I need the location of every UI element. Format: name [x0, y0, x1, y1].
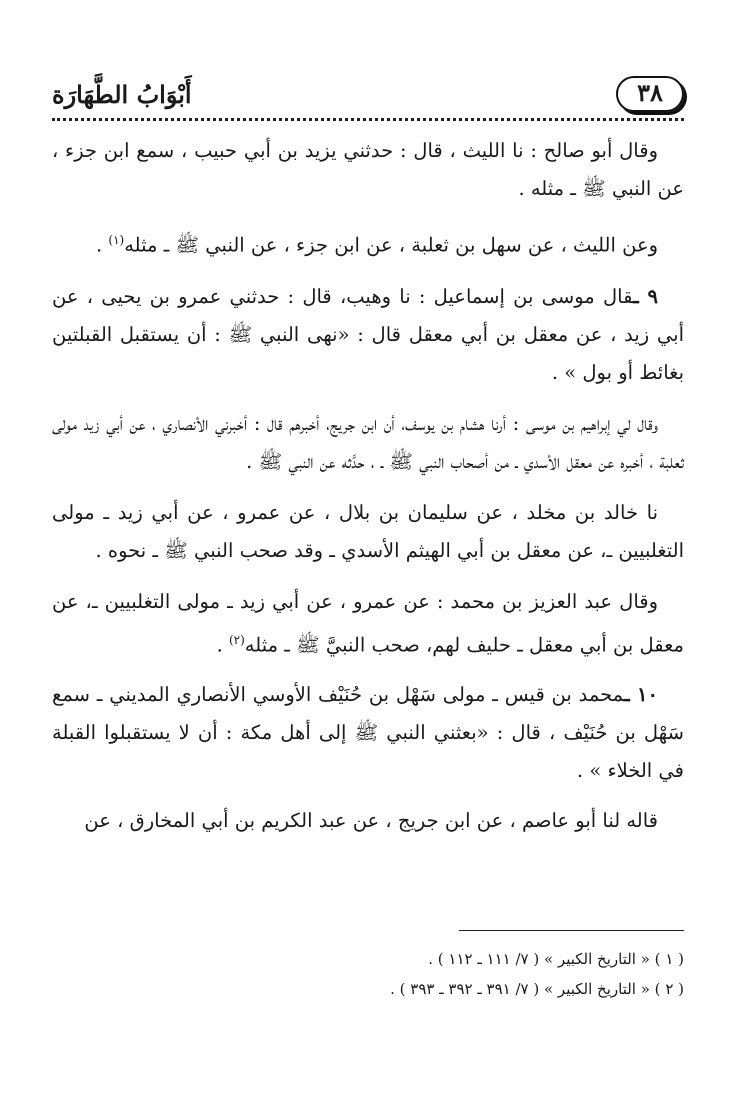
footnote-1: ( ١ ) « التاريخ الكبير » ( ٧/ ١١١ ـ ١١٢ ) . — [428, 950, 684, 968]
page-header — [52, 76, 684, 120]
paragraph-5: نا خالد بن مخلد ، عن سليمان بن بلال ، عن عمرو ، عن أبي زيد ـ مولى التغلبيين ـ، عن معقل بن أبي الهيثم الأسدي ـ وقد صحب النبي ﷺ ـ نحوه . — [52, 500, 684, 562]
header-divider — [52, 118, 684, 121]
footnote-divider — [459, 930, 684, 931]
chapter-title: أَبْوَابُ الطَّهَارَة — [52, 80, 192, 109]
footnote-ref-1[interactable]: (١) — [108, 233, 125, 247]
hadith-number: ١٠ ـ — [623, 683, 658, 706]
page-number-badge: ٣٨ — [616, 76, 684, 112]
paragraph-6: وقال عبد العزيز بن محمد : عن عمرو ، عن أبي زيد ـ مولى التغلبيين ـ، عن معقل بن أبي معقل ـ حليف لهم، صحب النبيَّ ﷺ ـ مثله$^{(٢)}$ . — [52, 589, 684, 656]
paragraph-2: وعن الليث ، عن سهل بن ثعلبة ، عن ابن جزء ، عن النبي ﷺ ـ مثله$^{(١)}$ . — [95, 233, 658, 257]
paragraph-4: وقال لي إبراهيم بن موسى : أرنا هشام بن يوسف، أن ابن جريج، أخبرهم قال : أخبرني الأنصاري ، عن أبي زيد مولى ثعلبة ، أخبره عن معقل الأسدي ـ من أصحاب النبي ﷺ ـ ، حدَّثه عن النبي ﷺ . — [52, 411, 684, 473]
paragraph-8: قاله لنا أبو عاصم ، عن ابن جريج ، عن عبد الكريم بن أبي المخارق ، عن — [84, 809, 658, 832]
hadith-number: ٩ ـ — [632, 284, 658, 308]
footnote-2: ( ٢ ) « التاريخ الكبير » ( ٧/ ٣٩١ ـ ٣٩٢ ـ ٣٩٣ ) . — [390, 980, 684, 998]
main-text — [52, 132, 684, 853]
paragraph-1: وقال أبو صالح : نا الليث ، قال : حدثني يزيد بن أبي حبيب ، سمع ابن جزء ، عن النبي ﷺ ـ مثله . — [52, 139, 684, 200]
footnote-ref-2[interactable]: (٢) — [228, 632, 245, 647]
hadith-9: ٩ ـقال موسى بن إسماعيل : نا وهيب، قال : حدثني عمرو بن يحيى ، عن أبي زيد ، عن معقل بن أبي معقل قال : «نهى النبي ﷺ : أن يستقبل القبلتين بغائط أو بول » . — [52, 284, 684, 384]
footnotes — [52, 944, 684, 1004]
hadith-10: ١٠ ـمحمد بن قيس ـ مولى سَهْل بن حُنَيْف الأوسي الأنصاري المديني ـ سمع سَهْل بن حُنَيْف ، قال : «بعثني النبي ﷺ إلى أهل مكة : أن لا يستقبلوا القبلة في الخلاء » . — [52, 683, 684, 782]
